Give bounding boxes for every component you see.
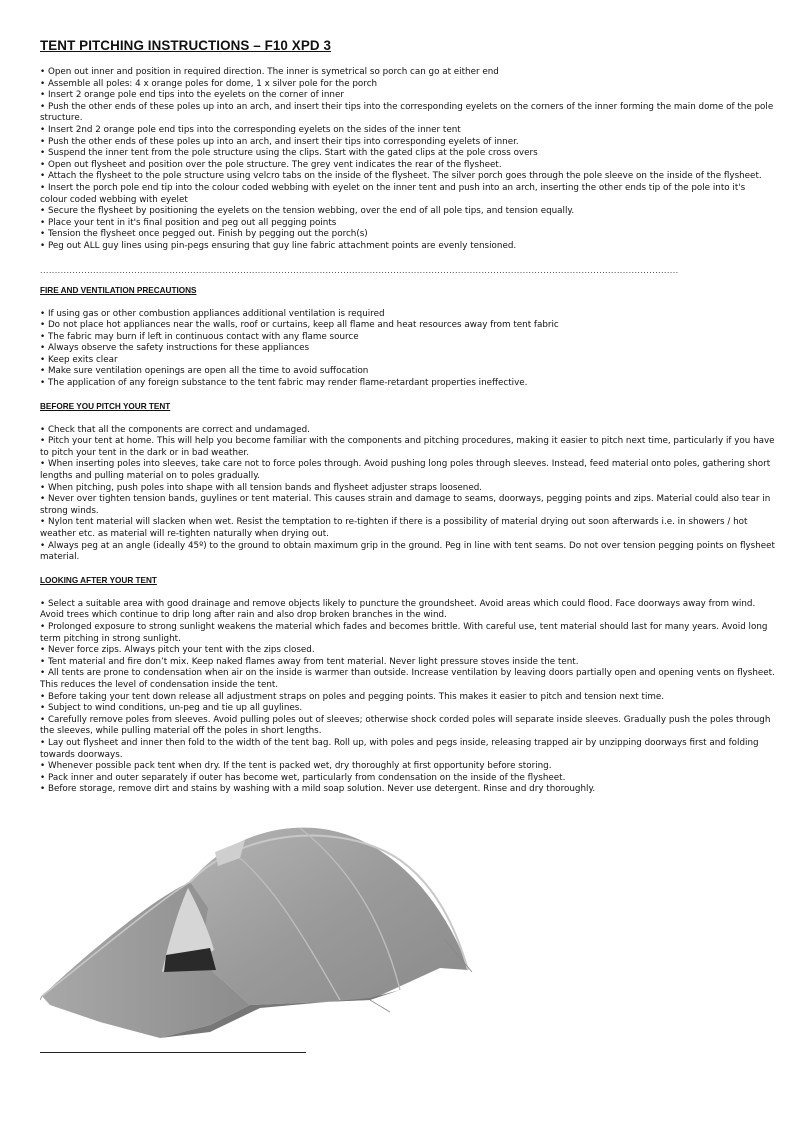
bottom-rule: [40, 1052, 306, 1053]
list-item: • Insert 2nd 2 orange pole end tips into the corresponding eyelets on the sides of the inner tent: [40, 124, 461, 135]
list-item: • Subject to wind conditions, un-peg and tie up all guylines.: [40, 703, 303, 714]
list-item: • Always observe the safety instructions for these appliances: [40, 343, 310, 354]
list-item: • Insert 2 orange pole end tips into the eyelets on the corner of inner: [40, 90, 344, 101]
list-item: • Pitch your tent at home. This will help you become familiar with the components and pitching procedures, making it easier to pitch next time, particularly if you have to pitch your tent in the dark or in bad weather.: [40, 436, 775, 458]
page-title: TENT PITCHING INSTRUCTIONS – F10 XPD 3: [40, 38, 331, 53]
list-item: • Check that all the components are correct and undamaged.: [40, 424, 310, 435]
tent-guyline: [370, 1000, 390, 1012]
fire-ventilation-heading: FIRE AND VENTILATION PRECAUTIONS: [40, 285, 197, 295]
list-item: • When pitching, push poles into shape with all tension bands and flysheet adjuster straps loosened.: [40, 482, 483, 493]
before-pitch-list: [40, 425, 775, 564]
tent-drawing: [40, 800, 480, 1060]
list-item: • Tension the flysheet once pegged out. Finish by pegging out the porch(s): [40, 229, 368, 240]
list-item: • All tents are prone to condensation when air on the inside is warmer than outside. Increase ventilation by leaving doors partially open and opening vents on flysheet. This reduces the level of condensation inside the tent.: [40, 668, 775, 690]
list-item: • When inserting poles into sleeves, take care not to force poles through. Avoid pushing long poles through sleeves. Instead, feed material onto poles, gathering short lengths and pulling material on to poles gradually.: [40, 459, 771, 482]
list-item: • Secure the flysheet by positioning the eyelets on the tension webbing, over the end of all pole tips, and tension equally.: [40, 206, 575, 217]
fire-ventilation-list: [40, 309, 775, 390]
list-item: • Open out inner and position in required direction. The inner is symetrical so porch can go at either end: [40, 67, 499, 77]
tent-care-heading: LOOKING AFTER YOUR TENT: [40, 575, 157, 585]
list-item: • Before storage, remove dirt and stains by washing with a mild soap solution. Never use detergent. Rinse and dry thoroughly.: [40, 784, 596, 795]
list-item: • Nylon tent material will slacken when wet. Resist the temptation to re-tighten if there is a possibility of material drying out soon afterwards i.e. in showers / hot weather etc. as material will re-tighten naturally when drying out.: [40, 517, 748, 539]
list-item: • Open out flysheet and position over the pole structure. The grey vent indicates the rear of the flysheet.: [40, 159, 502, 170]
tent-illustration: [40, 800, 480, 1060]
list-item: • Suspend the inner tent from the pole structure using the clips. Start with the gated clips at the pole cross overs: [40, 148, 538, 159]
pitching-steps: [40, 67, 775, 253]
list-item: • Carefully remove poles from sleeves. Avoid pulling poles out of sleeves; otherwise shock corded poles will separate inside sleeves. Gradually push the poles through the sleeves, while pulling material off the poles in short lengths.: [40, 714, 771, 737]
list-item: • If using gas or other combustion appliances additional ventilation is required: [40, 308, 385, 319]
list-item: • Whenever possible pack tent when dry. If the tent is packed wet, dry thoroughly at first opportunity before storing.: [40, 761, 552, 772]
tent-care-list: [40, 599, 775, 796]
list-item: • Lay out flysheet and inner then fold to the width of the tent bag. Roll up, with poles and pegs inside, releasing trapped air by unzipping doorways first and folding towards doorways.: [40, 737, 759, 760]
list-item: • Always peg at an angle (ideally 45º) to the ground to obtain maximum grip in the ground. Peg in line with tent seams. Do not over tension pegging points on flysheet material.: [40, 540, 775, 563]
dotted-separator: .........................................................................................................................................................................................................................: [40, 265, 679, 275]
list-item: • The fabric may burn if left in continuous contact with any flame source: [40, 331, 359, 342]
list-item: • Assemble all poles: 4 x orange poles for dome, 1 x silver pole for the porch: [40, 78, 378, 89]
list-item: • Never over tighten tension bands, guylines or tent material. This causes strain and damage to seams, doorways, pegging points and zips. Material could also tear in strong winds.: [40, 494, 771, 516]
list-item: • Push the other ends of these poles up into an arch, and insert their tips into corresponding eyelets of inner.: [40, 136, 519, 147]
list-item: • Select a suitable area with good drainage and remove objects likely to puncture the groundsheet. Avoid areas which could flood. Face doorways away from wind. Avoid trees which continue to drip long after rain and also drop broken branches in the wind.: [40, 598, 756, 621]
list-item: • Place your tent in it's final position and peg out all pegging points: [40, 217, 337, 228]
tent-guyline: [40, 996, 42, 1000]
list-item: • Do not place hot appliances near the walls, roof or curtains, keep all flame and heat resources away from tent fabric: [40, 320, 559, 331]
list-item: • Never force zips. Always pitch your tent with the zips closed.: [40, 645, 315, 656]
list-item: • Pack inner and outer separately if outer has become wet, particularly from condensation on the inside of the flysheet.: [40, 772, 566, 783]
list-item: • Peg out ALL guy lines using pin-pegs ensuring that guy line fabric attachment points are evenly tensioned.: [40, 240, 517, 251]
list-item: • Prolonged exposure to strong sunlight weakens the material which fades and becomes brittle. With careful use, tent material should last for many years. Avoid long term pitching in strong sunlight.: [40, 621, 768, 644]
list-item: • Push the other ends of these poles up into an arch, and insert their tips into the corresponding eyelets on the corners of the inner forming the main dome of the pole structure.: [40, 101, 774, 124]
before-pitch-heading: BEFORE YOU PITCH YOUR TENT: [40, 401, 171, 411]
instruction-page: [40, 38, 775, 796]
list-item: • Make sure ventilation openings are open all the time to avoid suffocation: [40, 366, 369, 377]
list-item: • Attach the flysheet to the pole structure using velcro tabs on the inside of the flysheet. The silver porch goes through the pole sleeve on the inside of the flysheet.: [40, 171, 762, 182]
list-item: • Before taking your tent down release all adjustment straps on poles and pegging points. This makes it easier to pitch and tension next time.: [40, 691, 665, 702]
list-item: • Insert the porch pole end tip into the colour coded webbing with eyelet on the inner tent and push into an arch, inserting the other ends tip of the pole into it's colour coded webbing with eyelet: [40, 182, 746, 205]
list-item: • Tent material and fire don’t mix. Keep naked flames away from tent material. Never light pressure stoves inside the tent.: [40, 656, 579, 667]
list-item: • Keep exits clear: [40, 354, 118, 365]
list-item: • The application of any foreign substance to the tent fabric may render flame-retardant properties ineffective.: [40, 378, 528, 389]
